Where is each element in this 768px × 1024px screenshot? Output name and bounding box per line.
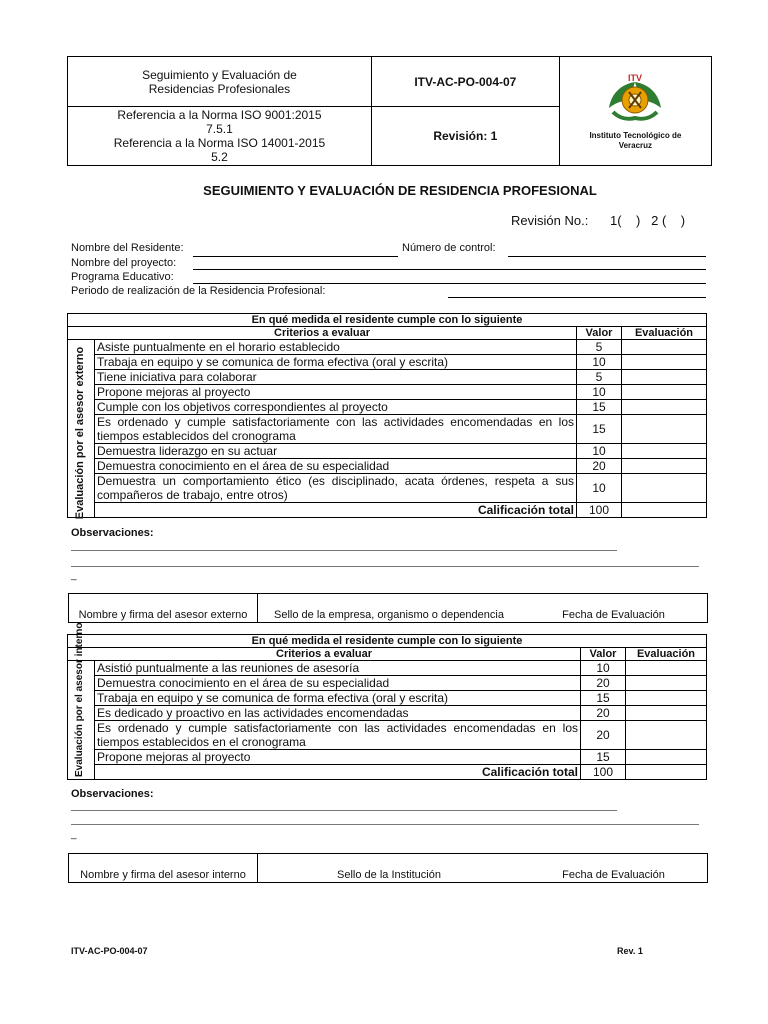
evaluation-input[interactable] xyxy=(622,415,707,444)
evaluation-input[interactable] xyxy=(622,400,707,415)
external-evaluation-date[interactable]: Fecha de Evaluación xyxy=(562,609,665,621)
resident-name-label: Nombre del Residente: xyxy=(71,242,184,254)
criterion-value: 20 xyxy=(581,676,626,691)
criterion: Propone mejoras al proyecto xyxy=(95,750,581,765)
criterion-value: 5 xyxy=(577,340,622,355)
internal-evaluation-table xyxy=(67,622,707,780)
internal-observations-dash: _ xyxy=(71,829,77,840)
table-row xyxy=(68,370,707,385)
criterion: Tiene iniciativa para colaborar xyxy=(95,370,577,385)
table-row xyxy=(68,355,707,370)
criterion: Es dedicado y proactivo en las actividades encomendadas xyxy=(95,706,581,721)
criterion-value: 10 xyxy=(577,444,622,459)
project-name-field[interactable] xyxy=(193,269,706,270)
program-label: Programa Educativo: xyxy=(71,271,174,283)
internal-side-label: Evaluación por el asesor interno xyxy=(74,622,85,777)
criterion-value: 10 xyxy=(577,474,622,503)
institution-seal[interactable]: Sello de la Institución xyxy=(337,869,441,881)
internal-observations-label: Observaciones: xyxy=(71,788,154,800)
total-label: Calificación total xyxy=(95,765,581,780)
total-row xyxy=(68,503,707,518)
external-signature-box xyxy=(68,593,708,623)
table-row xyxy=(68,721,707,750)
external-side-label-cell xyxy=(68,340,95,518)
table-title: En qué medida el residente cumple con lo siguiente xyxy=(68,314,707,327)
table-title: En qué medida el residente cumple con lo siguiente xyxy=(68,635,707,648)
svg-text:ITV: ITV xyxy=(628,72,643,83)
revision-number-selector[interactable]: Revisión No.: 1( ) 2 ( ) xyxy=(511,213,686,228)
table-row xyxy=(68,676,707,691)
value-header: Valor xyxy=(577,327,622,340)
criterion: Es ordenado y cumple satisfactoriamente con las actividades encomendadas en los tiempos establecidos del cronograma xyxy=(95,415,577,444)
page-title: SEGUIMIENTO Y EVALUACIÓN DE RESIDENCIA PROFESIONAL xyxy=(203,183,597,198)
table-row xyxy=(68,459,707,474)
institute-logo-icon xyxy=(603,72,667,128)
criterion-value: 10 xyxy=(581,661,626,676)
iso-reference: Referencia a la Norma ISO 9001:2015 7.5.1 Referencia a la Norma ISO 14001-2015 5.2 xyxy=(68,107,372,166)
evaluation-input[interactable] xyxy=(626,691,707,706)
program-field[interactable] xyxy=(193,283,706,284)
criterion: Asiste puntualmente en el horario establecido xyxy=(95,340,577,355)
period-label: Periodo de realización de la Residencia Profesional: xyxy=(71,285,326,297)
criterion-value: 5 xyxy=(577,370,622,385)
evaluation-input[interactable] xyxy=(622,385,707,400)
control-number-field[interactable] xyxy=(508,256,706,257)
total-row xyxy=(68,765,707,780)
criterion: Es ordenado y cumple satisfactoriamente con las actividades encomendadas en los tiempos establecidos en el cronograma xyxy=(95,721,581,750)
internal-signature-box xyxy=(68,853,708,883)
evaluation-input[interactable] xyxy=(626,676,707,691)
criterion-value: 15 xyxy=(577,415,622,444)
evaluation-input[interactable] xyxy=(626,750,707,765)
document-header xyxy=(67,56,712,166)
control-number-label: Número de control: xyxy=(402,242,496,254)
table-row xyxy=(68,340,707,355)
external-evaluation-table xyxy=(67,313,707,518)
company-seal[interactable]: Sello de la empresa, organismo o dependencia xyxy=(274,609,504,621)
total-evaluation-input[interactable] xyxy=(622,503,707,518)
external-observations-line-1[interactable] xyxy=(71,550,617,551)
table-row xyxy=(68,750,707,765)
evaluation-input[interactable] xyxy=(622,355,707,370)
criterion: Demuestra conocimiento en el área de su especialidad xyxy=(95,676,581,691)
criterion: Trabaja en equipo y se comunica de forma efectiva (oral y escrita) xyxy=(95,691,581,706)
external-observations-dash: _ xyxy=(71,570,77,581)
project-name-label: Nombre del proyecto: xyxy=(71,257,177,269)
criterion: Demuestra conocimiento en el área de su especialidad xyxy=(95,459,577,474)
criterion: Trabaja en equipo y se comunica de forma efectiva (oral y escrita) xyxy=(95,355,577,370)
total-value: 100 xyxy=(577,503,622,518)
internal-advisor-signature[interactable]: Nombre y firma del asesor interno xyxy=(80,869,246,881)
external-advisor-signature[interactable]: Nombre y firma del asesor externo xyxy=(78,609,248,621)
table-row xyxy=(68,706,707,721)
criterion: Asistió puntualmente a las reuniones de asesoría xyxy=(95,661,581,676)
institute-logo-cell xyxy=(559,57,711,166)
evaluation-input[interactable] xyxy=(622,459,707,474)
footer-revision: Rev. 1 xyxy=(617,946,643,956)
internal-evaluation-date[interactable]: Fecha de Evaluación xyxy=(562,869,665,881)
criterion: Cumple con los objetivos correspondientes al proyecto xyxy=(95,400,577,415)
criteria-header: Criterios a evaluar xyxy=(68,648,581,661)
evaluation-input[interactable] xyxy=(626,721,707,750)
internal-side-label-cell xyxy=(68,622,95,780)
evaluation-input[interactable] xyxy=(622,444,707,459)
internal-observations-line-1[interactable] xyxy=(71,810,617,811)
criterion: Demuestra liderazgo en su actuar xyxy=(95,444,577,459)
evaluation-input[interactable] xyxy=(622,370,707,385)
external-observations-line-2[interactable] xyxy=(71,566,699,567)
table-row xyxy=(68,444,707,459)
resident-name-field[interactable] xyxy=(193,256,398,257)
period-field[interactable] xyxy=(448,297,706,298)
internal-observations-line-2[interactable] xyxy=(71,824,699,825)
criterion-value: 10 xyxy=(577,355,622,370)
table-row xyxy=(68,385,707,400)
total-label: Calificación total xyxy=(95,503,577,518)
criterion: Propone mejoras al proyecto xyxy=(95,385,577,400)
table-row xyxy=(68,474,707,503)
total-value: 100 xyxy=(581,765,626,780)
criterion-value: 20 xyxy=(581,721,626,750)
header-title: Seguimiento y Evaluación de Residencias Profesionales xyxy=(68,57,372,107)
criterion-value: 10 xyxy=(577,385,622,400)
criterion-value: 20 xyxy=(577,459,622,474)
table-row xyxy=(68,691,707,706)
table-row xyxy=(68,661,707,676)
evaluation-input[interactable] xyxy=(626,706,707,721)
total-evaluation-input[interactable] xyxy=(626,765,707,780)
external-observations-label: Observaciones: xyxy=(71,527,154,539)
criterion-value: 15 xyxy=(581,691,626,706)
criteria-header: Criterios a evaluar xyxy=(68,327,577,340)
evaluation-header: Evaluación xyxy=(622,327,707,340)
document-code: ITV-AC-PO-004-07 xyxy=(371,57,559,107)
footer-code: ITV-AC-PO-004-07 xyxy=(71,946,148,956)
institute-name: Instituto Tecnológico de Veracruz xyxy=(589,130,682,150)
table-row xyxy=(68,415,707,444)
value-header: Valor xyxy=(581,648,626,661)
external-side-label: Evaluación por el asesor externo xyxy=(74,346,86,520)
criterion-value: 20 xyxy=(581,706,626,721)
evaluation-input[interactable] xyxy=(622,340,707,355)
table-row xyxy=(68,400,707,415)
criterion-value: 15 xyxy=(581,750,626,765)
evaluation-input[interactable] xyxy=(626,661,707,676)
criterion: Demuestra un comportamiento ético (es disciplinado, acata órdenes, respeta a sus compañeros de trabajo, entre otros) xyxy=(95,474,577,503)
evaluation-header: Evaluación xyxy=(626,648,707,661)
evaluation-input[interactable] xyxy=(622,474,707,503)
revision-label: Revisión: 1 xyxy=(371,107,559,166)
criterion-value: 15 xyxy=(577,400,622,415)
